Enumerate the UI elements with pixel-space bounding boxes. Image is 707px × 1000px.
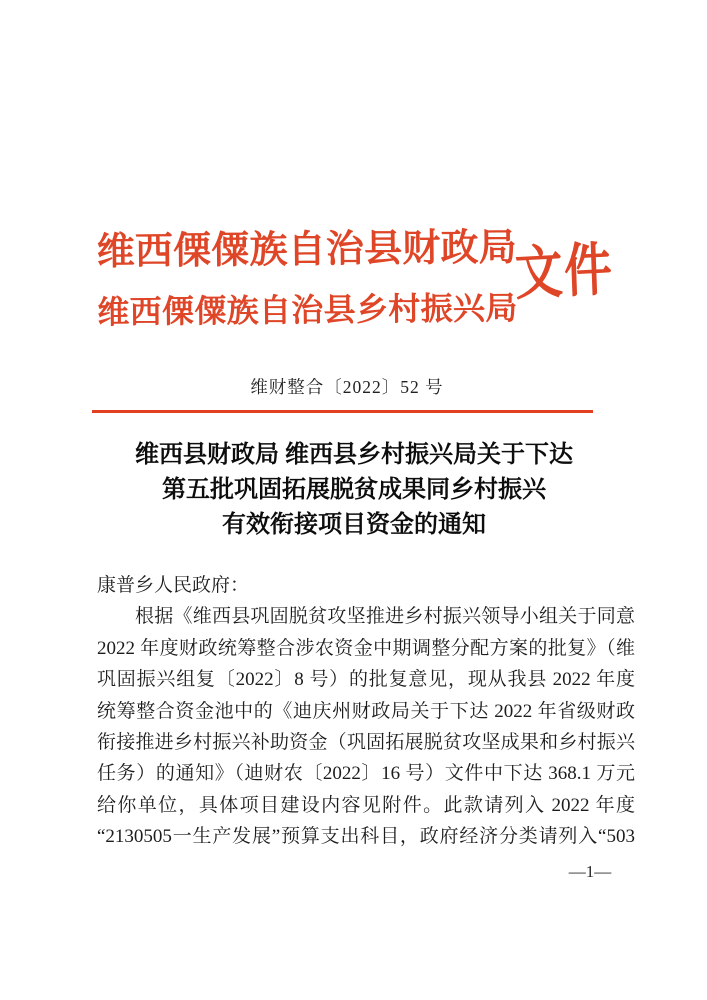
body-text-line: 巩固振兴组复〔2022〕8 号）的批复意见，现从我县 2022 年度 (97, 669, 635, 691)
letterhead-doc-type-label: 文件 (513, 236, 615, 307)
body-text-line: 根据《维西县巩固脱贫攻坚推进乡村振兴领导小组关于同意 (135, 606, 635, 628)
body-text-line: 任务）的通知》（迪财农〔2022〕16 号）文件中下达 368.1 万元 (97, 763, 635, 785)
letterhead-org-finance-bureau: 维西傈僳族自治县财政局 (96, 226, 517, 274)
document-title (58, 438, 650, 543)
body-text-line: 统筹整合资金池中的《迪庆州财政局关于下达 2022 年省级财政 (97, 700, 635, 722)
body-text-line: “2130505一生产发展”预算支出科目，政府经济分类请列入“503 (97, 826, 635, 848)
letterhead-org-rural-revitalization-bureau: 维西傈僳族自治县乡村振兴局 (97, 289, 518, 331)
title-line-2: 第五批巩固拓展脱贫成果同乡村振兴 (162, 477, 546, 503)
document-body (97, 570, 635, 853)
body-text-line: 2022 年度财政统筹整合涉农资金中期调整分配方案的批复》（维 (97, 637, 635, 659)
body-text-line: 给你单位，具体项目建设内容见附件。此款请列入 2022 年度 (97, 794, 635, 816)
title-line-1: 维西县财政局 维西县乡村振兴局关于下达 (135, 442, 573, 468)
salutation: 康普乡人民政府： (97, 575, 250, 596)
red-divider-line (92, 410, 593, 413)
title-line-3: 有效衔接项目资金的通知 (222, 512, 486, 538)
letterhead (97, 228, 518, 330)
body-text-line: 衔接推进乡村振兴补助资金（巩固拓展脱贫攻坚成果和乡村振兴 (97, 732, 635, 754)
document-reference-number: 维财整合〔2022〕52 号 (250, 377, 444, 397)
page-number: —1— (568, 862, 612, 881)
